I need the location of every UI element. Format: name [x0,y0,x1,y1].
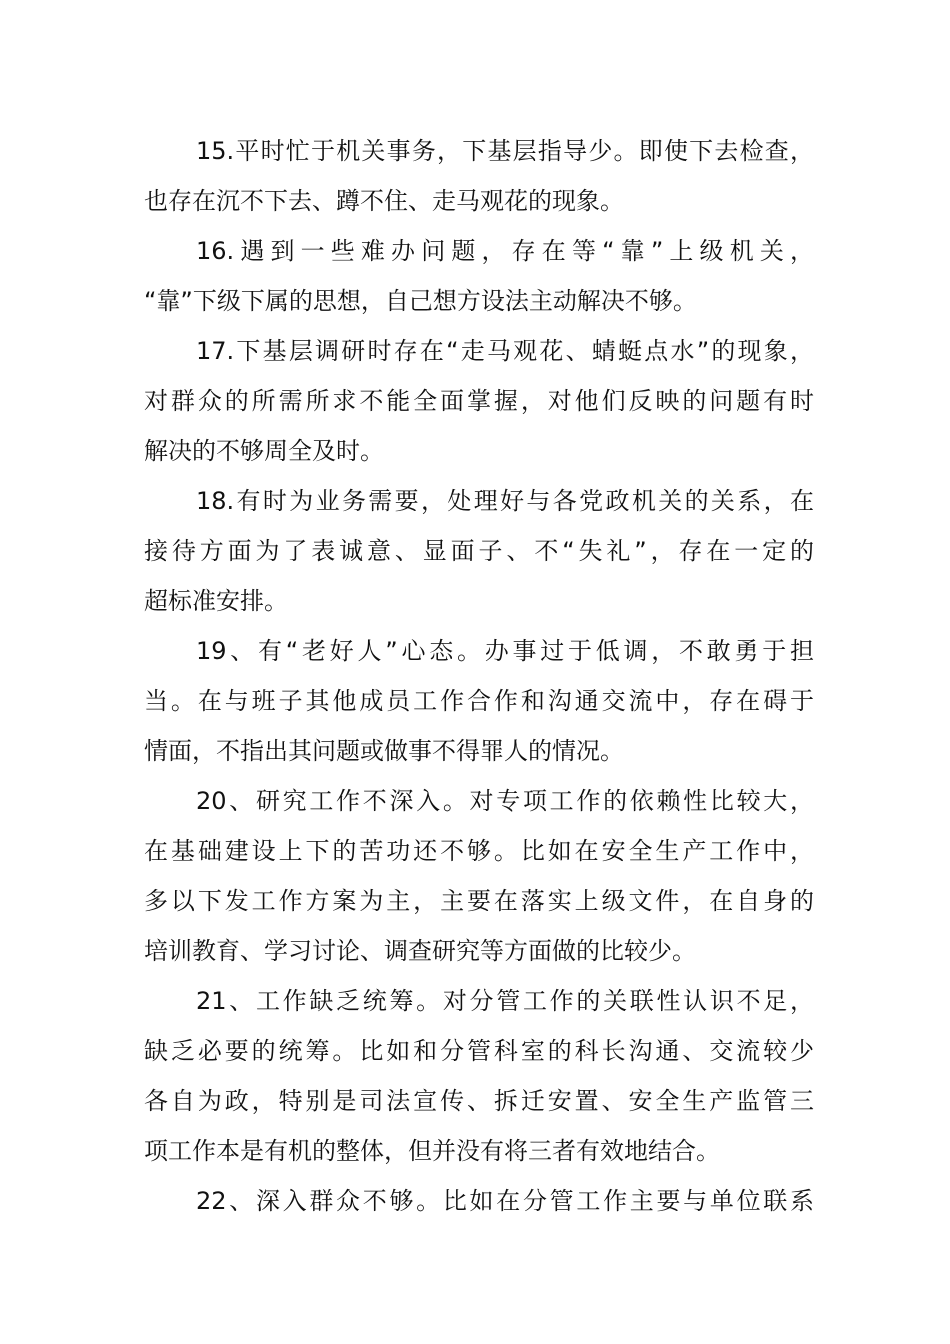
text-line: 18.有时为业务需要，处理好与各党政机关的关系，在 [196,487,814,515]
text-line: 22、深入群众不够。比如在分管工作主要与单位联系 [196,1187,814,1215]
text-line: 20、研究工作不深入。对专项工作的依赖性比较大， [196,787,814,815]
text-line: 缺乏必要的统筹。比如和分管科室的科长沟通、交流较少 [144,1037,814,1065]
text-line: 多以下发工作方案为主，主要在落实上级文件，在自身的 [144,887,814,915]
text-line: “靠”下级下属的思想，自己想方设法主动解决不够。 [144,287,697,315]
paragraph-21 [144,976,814,1176]
paragraph-15 [144,126,814,226]
text-line: 情面，不指出其问题或做事不得罪人的情况。 [144,737,624,765]
text-line: 19、有“老好人”心态。办事过于低调，不敢勇于担 [196,637,814,665]
text-line: 项工作本是有机的整体，但并没有将三者有效地结合。 [144,1137,720,1165]
text-line: 在基础建设上下的苦功还不够。比如在安全生产工作中， [144,837,814,865]
paragraph-16 [144,226,814,326]
text-line: 15.平时忙于机关事务，下基层指导少。即使下去检查， [196,137,814,165]
paragraph-19 [144,626,814,776]
text-line: 超标准安排。 [144,587,288,615]
text-line: 各自为政，特别是司法宣传、拆迁安置、安全生产监管三 [144,1087,814,1115]
text-line: 也存在沉不下去、蹲不住、走马观花的现象。 [144,187,624,215]
text-line: 21、工作缺乏统筹。对分管工作的关联性认识不足， [196,987,814,1015]
text-line: 培训教育、学习讨论、调查研究等方面做的比较少。 [144,937,696,965]
text-line: 16.遇到一些难办问题，存在等“靠”上级机关， [196,237,814,265]
text-line: 对群众的所需所求不能全面掌握，对他们反映的问题有时 [144,387,814,415]
paragraph-17 [144,326,814,476]
document-body [144,126,814,1226]
paragraph-20 [144,776,814,976]
text-line: 当。在与班子其他成员工作合作和沟通交流中，存在碍于 [144,687,814,715]
text-line: 解决的不够周全及时。 [144,437,384,465]
text-line: 17.下基层调研时存在“走马观花、蜻蜓点水”的现象， [196,337,814,365]
paragraph-22 [144,1176,814,1226]
paragraph-18 [144,476,814,626]
text-line: 接待方面为了表诚意、显面子、不“失礼”，存在一定的 [144,537,814,565]
